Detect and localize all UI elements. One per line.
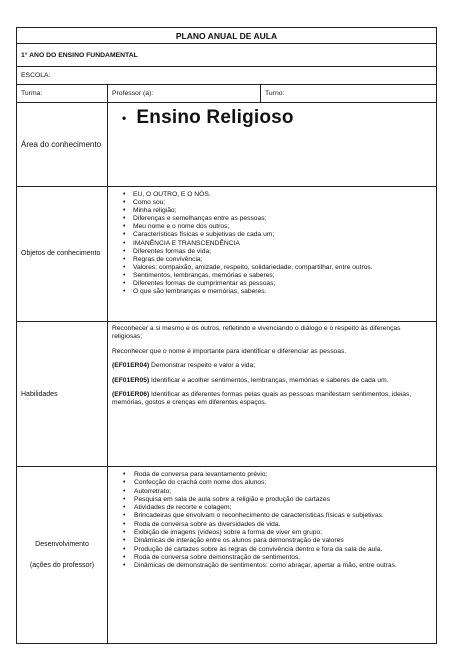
- shift-field: Turno:: [265, 90, 285, 97]
- development-subtitle: (ações do professor): [29, 562, 95, 569]
- plan-title: PLANO ANUAL DE AULA: [17, 28, 436, 44]
- skill-text: Identificar e acolher sentimentos, lembranças, memórias e saberes de cada um.: [149, 376, 389, 384]
- list-item: • Características físicas e subjetivas de cada um;: [108, 231, 436, 239]
- skill-text: Identificar as diferentes formas pelas quais as pessoas manifestam sentimentos, ideias, memórias, gostos e crenças em diferentes espaços.: [112, 391, 412, 407]
- list-item: • Valores: compaixão, amizade, respeito, solidariedade, compartilhar, entre outros.: [108, 264, 436, 272]
- list-item: • Sentimentos, lembranças, memórias e saberes;: [108, 272, 436, 280]
- list-item: • Roda de conversa para levantamento prévio;: [108, 471, 436, 479]
- list-item: • Autorretrato;: [108, 488, 436, 496]
- skill-item: [112, 377, 432, 385]
- objects-list: [108, 191, 436, 296]
- list-item: • Minha religião;: [108, 207, 436, 215]
- knowledge-objects-row: [17, 187, 436, 322]
- list-item: • O que são lembranças e memórias, saberes.: [108, 288, 436, 296]
- development-label: [17, 467, 108, 643]
- list-item: • Meu nome e o nome dos outros;: [108, 223, 436, 231]
- development-title: Desenvolvimento: [35, 541, 89, 548]
- list-item: • Roda de conversa sobre demonstração de sentimentos.: [108, 554, 436, 562]
- development-list: [108, 471, 436, 571]
- meta-row: [17, 85, 436, 103]
- list-item: • Atividades de recorte e colagem;: [108, 504, 436, 512]
- list-item: • Roda de conversa sobre as diversidades de vida.: [108, 521, 436, 529]
- bullet-icon: •: [122, 111, 127, 125]
- list-item: • IMANÊNCIA E TRANSCENDÊNCIA: [108, 240, 436, 248]
- list-item: • Confecção do crachá com nome dos alunos;: [108, 479, 436, 487]
- skill-code: (EF01ER04): [112, 362, 150, 370]
- teacher-field: Professor (a):: [108, 85, 261, 102]
- list-item: • Produção de cartazes sobre as regras de convivência dentro e fora da sala de aula.: [108, 546, 436, 554]
- knowledge-area-label: Área do conhecimento: [17, 103, 108, 186]
- skill-text: Demonstrar respeito e valor a vida;: [149, 362, 256, 370]
- grade-label: 1° ANO DO ENSINO FUNDAMENTAL: [17, 44, 436, 67]
- list-item: • Como sou;: [108, 199, 436, 207]
- list-item: • Diferentes formas de vida;: [108, 248, 436, 256]
- list-item: • Diferentes formas de cumprimentar as pessoas;: [108, 280, 436, 288]
- development-row: [17, 467, 436, 643]
- skill-item: [112, 362, 432, 370]
- list-item: • Exibição de imagens (vídeos) sobre a forma de viver em grupo;: [108, 529, 436, 537]
- list-item: • Dinâmicas de demonstração de sentimentos: como abraçar, apertar a mão, entre outras.: [108, 562, 436, 570]
- skill-code: (EF01ER05): [112, 376, 150, 384]
- knowledge-area-row: [17, 103, 436, 187]
- class-field: Turma:: [17, 85, 108, 102]
- school-field: ESCOLA:: [17, 67, 436, 85]
- skills-label: Habilidades: [17, 322, 108, 466]
- list-item: • Diferenças e semelhanças entre as pessoas;: [108, 215, 436, 223]
- skills-row: [17, 322, 436, 467]
- subject-title: [108, 103, 436, 129]
- skills-intro: Reconhecer que o nome é importante para identificar e diferenciar as pessoas.: [112, 347, 347, 355]
- subject-name: Ensino Religioso: [136, 107, 294, 128]
- list-item: • Regras de convivência;: [108, 256, 436, 264]
- list-item: • Brincadeiras que envolvam o reconhecimento de características físicas e subjetivas.: [108, 512, 436, 520]
- knowledge-objects-label: Objetos de conhecimento: [17, 187, 108, 321]
- skill-item: [112, 391, 432, 408]
- list-item: • Dinâmicas de interação entre os alunos para demonstração de valores: [108, 537, 436, 545]
- list-item: • EU, O OUTRO, E O NÓS.: [108, 191, 436, 199]
- list-item: • Pesquisa em sala de aula sobre a religião e produção de cartazes: [108, 496, 436, 504]
- skill-code: (EF01ER06): [112, 391, 150, 399]
- skills-intro: Reconhecer a si mesmo e os outros, refletindo e vivenciando o diálogo e o respeito às diferenças religiosas;: [112, 325, 401, 341]
- skills-content: [108, 322, 436, 466]
- lesson-plan-table: [16, 27, 437, 644]
